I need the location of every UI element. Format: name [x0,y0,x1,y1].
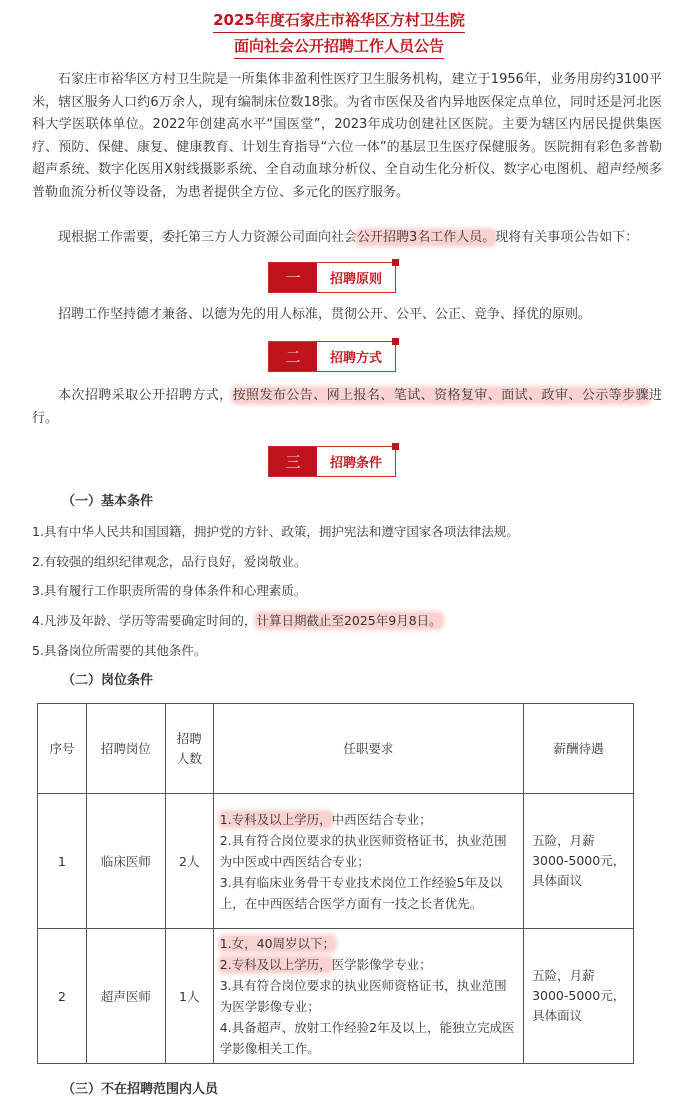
row-requirements [213,794,523,929]
requirement-text: 中西医结合专业； [331,811,432,827]
condition-item: 1.具有中华人民共和国国籍，拥护党的方针、政策，拥护宪法和遵守国家各项法律法规。 [32,524,519,539]
header-salary: 薪酬待遇 [524,704,634,794]
row-position: 临床医师 [86,794,165,929]
requirement-highlight: 1.女，40周岁以下； [219,936,336,951]
requirement-line: 3.具有符合岗位要求的执业医师资格证书，执业范围为医学影像专业； [219,978,507,1014]
section-header-principle [268,262,396,293]
requirement-line: 2.具有符合岗位要求的执业医师资格证书，执业范围为中医或中西医结合专业； [219,832,507,869]
section-corner-mark [392,338,399,345]
basic-conditions-heading: （一）基本条件 [62,494,154,509]
row-no: 2 [38,929,87,1064]
title-line-1: 2025年度石家庄市裕华区方村卫生院 [213,9,465,33]
method-highlight: 按照发布公告、网上报名、笔试、资格复审、面试、政审、公示等步骤 [232,388,649,403]
section-number: 二 [269,342,317,371]
condition-highlight: 计算日期截止至2025年9月8日。 [256,613,442,628]
row-requirements [213,929,523,1064]
row-position: 超声医师 [86,929,165,1064]
title-line-2: 面向社会公开招聘工作人员公告 [234,35,444,59]
section-title: 招聘原则 [329,272,382,287]
header-position: 招聘岗位 [86,704,165,794]
requirement-line [220,809,517,830]
condition-item: 3.具有履行工作职责所需的身体条件和心理素质。 [32,583,307,598]
condition-item [32,611,442,631]
notice-text: 现根据工作需要，委托第三方人力资源公司面向社会 [58,230,358,245]
requirement-text: 医学影像学专业； [331,957,432,972]
notice-highlight: 公开招聘3名工作人员。 [357,230,496,245]
header-no: 序号 [38,704,87,794]
section-corner-mark [392,443,399,450]
notice-paragraph [32,227,662,250]
table-row [38,794,634,929]
requirement-line [220,933,517,954]
header-requirements: 任职要求 [213,704,523,794]
section-title: 招聘方式 [329,351,382,366]
intro-paragraph: 石家庄市裕华区方村卫生院是一所集体非盈利性医疗卫生服务机构，建立于1956年，业务用房约3100平米，辖区服务人口约6万余人，现有编制床位数18张。为省市医保及省内异地医保定点单位，同时还是河北医科大学医联体单位。2022年创建高水平“国医堂”，2023年成功创建社区医院。主要为辖区内居民提供集医疗、预防、保健、康复、健康教育、计划生育指导“六位一体”的基层卫生医疗保健服务。医院拥有彩色多普勒超声系统、数字化医用X射线摄影系统、全自动血球分析仪、全自动生化分析仪、数字心电图机、超声经颅多普勒血流分析仪等设备，为患者提供全方位、多元化的医疗服务。 [32,72,662,200]
condition-text: 4.凡涉及年龄、学历等需要确定时间的， [32,613,257,628]
table-row [38,929,634,1064]
row-salary: 五险，月薪3000-5000元，具体面议 [524,929,634,1064]
condition-item: 5.具备岗位所需要的其他条件。 [32,643,207,658]
post-conditions-heading: （二）岗位条件 [62,673,154,688]
section-header-conditions [268,446,396,477]
method-paragraph [32,385,662,430]
row-salary: 五险，月薪3000-5000元，具体面议 [524,794,634,929]
table-header-row [38,704,634,794]
section-header-method [268,341,396,372]
requirement-line [220,954,517,975]
section-corner-mark [392,259,399,266]
header-count: 招聘人数 [165,704,213,794]
row-count: 1人 [165,929,213,1064]
notice-text-end: 现将有关事项公告如下： [495,230,639,245]
page-title [0,9,678,33]
requirement-line: 3.具有临床业务骨干专业技术岗位工作经验5年及以上，在中西医结合医学方面有一技之长者优先。 [219,874,503,911]
method-text: 本次招聘采取公开招聘方式， [58,388,233,403]
method-text-end: 进行。 [32,388,662,426]
requirement-highlight: 1.专科及以上学历， [219,811,332,827]
page-subtitle [0,35,678,59]
row-no: 1 [38,794,87,929]
section-number: 一 [269,263,317,292]
section-title: 招聘条件 [329,456,382,471]
condition-item: 2.有较强的组织纪律观念，品行良好，爱岗敬业。 [32,554,307,569]
requirement-highlight: 2.专科及以上学历， [219,957,332,972]
excluded-heading: （三）不在招聘范围内人员 [62,1082,219,1097]
row-count: 2人 [165,794,213,929]
principle-paragraph: 招聘工作坚持德才兼备、以德为先的用人标准，贯彻公开、公平、公正、竞争、择优的原则。 [58,307,592,322]
requirement-line: 4.具备超声、放射工作经验2年及以上，能独立完成医学影像相关工作。 [219,1020,515,1056]
section-number: 三 [269,447,317,476]
job-table [37,703,634,1064]
